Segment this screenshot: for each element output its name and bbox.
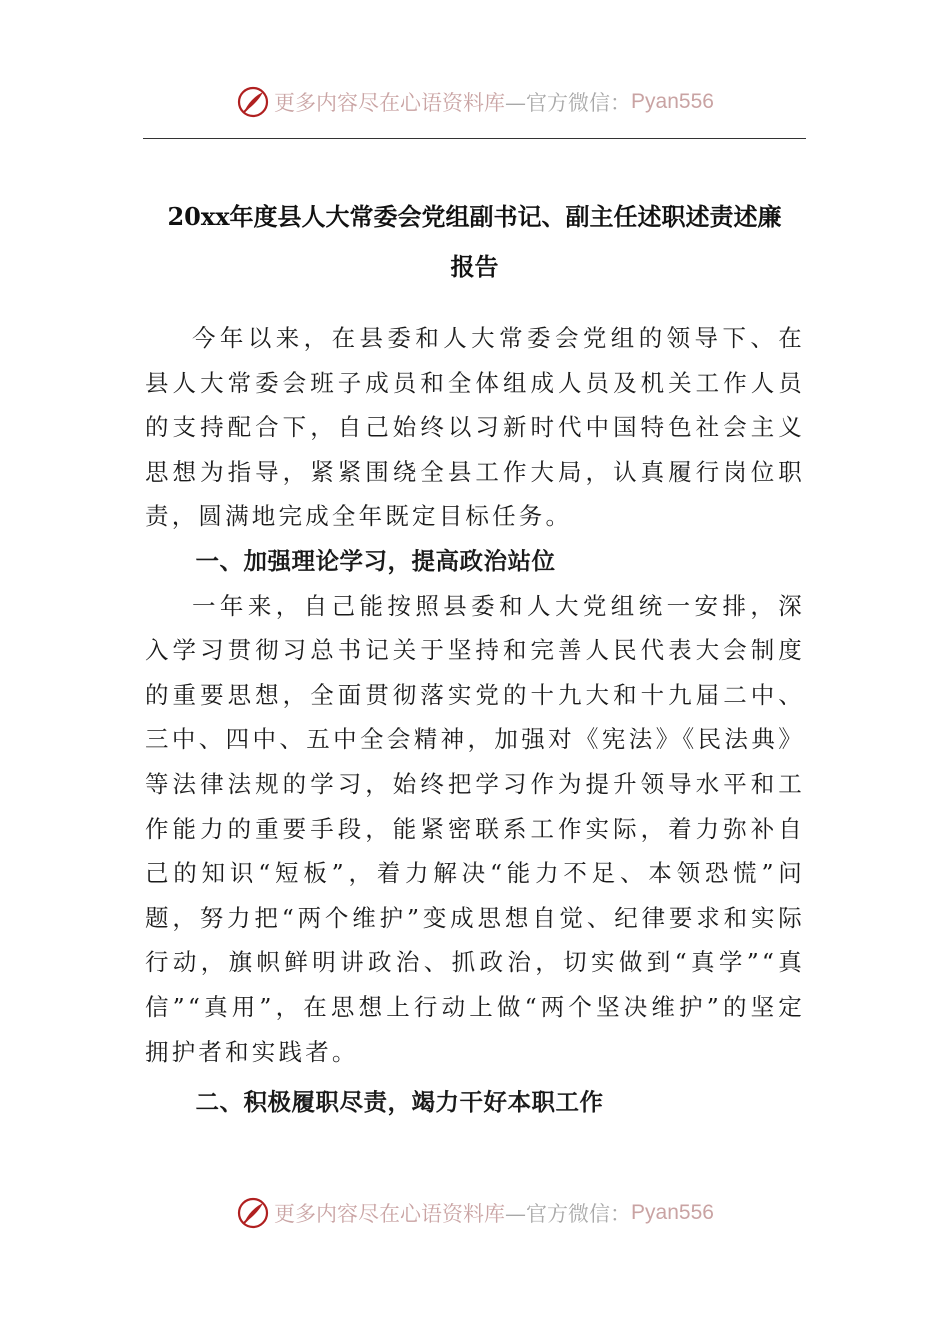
document-title: [143, 192, 806, 292]
quill-logo-icon: [236, 85, 270, 119]
title-line-1: 20xx年度县人大常委会党组副书记、副主任述职述责述廉: [167, 202, 782, 231]
document-body: [145, 316, 805, 1125]
intro-paragraph: 今年以来，在县委和人大常委会党组的领导下、在县人大常委会班子成员和全体组成人员及机关工作人员的支持配合下，自己始终以习新时代中国特色社会主义思想为指导，紧紧围绕全县工作大局，认真履行岗位职责，圆满地完成全年既定目标任务。: [145, 324, 805, 531]
section-1-paragraph: 一年来，自己能按照县委和人大党组统一安排，深入学习贯彻习总书记关于坚持和完善人民代表大会制度的重要思想，全面贯彻落实党的十九大和十九届二中、三中、四中、五中全会精神，加强对《宪法》《民法典》等法律法规的学习，始终把学习作为提升领导水平和工作能力的重要手段，能紧密联系工作实际，着力弥补自己的知识“短板”，着力解决“能力不足、本领恐慌”问题，努力把“两个维护”变成思想自觉、纪律要求和实际行动，旗帜鲜明讲政治、抓政治，切实做到“真学”“真信”“真用”，在思想上行动上做“两个坚决维护”的坚定拥护者和实践者。: [145, 591, 805, 1066]
banner-text-wechat: —官方微信：: [505, 91, 632, 115]
banner-text-id: Pyan556: [631, 1201, 714, 1224]
footer-watermark-banner: [0, 1193, 950, 1233]
section-1-heading: 一、加强理论学习，提高政治站位: [195, 546, 556, 575]
banner-text-main: 更多内容尽在心语资料库: [274, 1202, 506, 1226]
header-divider: [143, 138, 806, 139]
banner-text-wechat: —官方微信：: [505, 1202, 632, 1226]
quill-logo-icon: [236, 1196, 270, 1230]
banner-text-main: 更多内容尽在心语资料库: [274, 91, 506, 115]
banner-text-id: Pyan556: [631, 90, 714, 113]
section-2-heading: 二、积极履职尽责，竭力干好本职工作: [195, 1088, 604, 1117]
header-watermark-banner: [0, 82, 950, 122]
title-line-2: 报告: [450, 252, 499, 281]
